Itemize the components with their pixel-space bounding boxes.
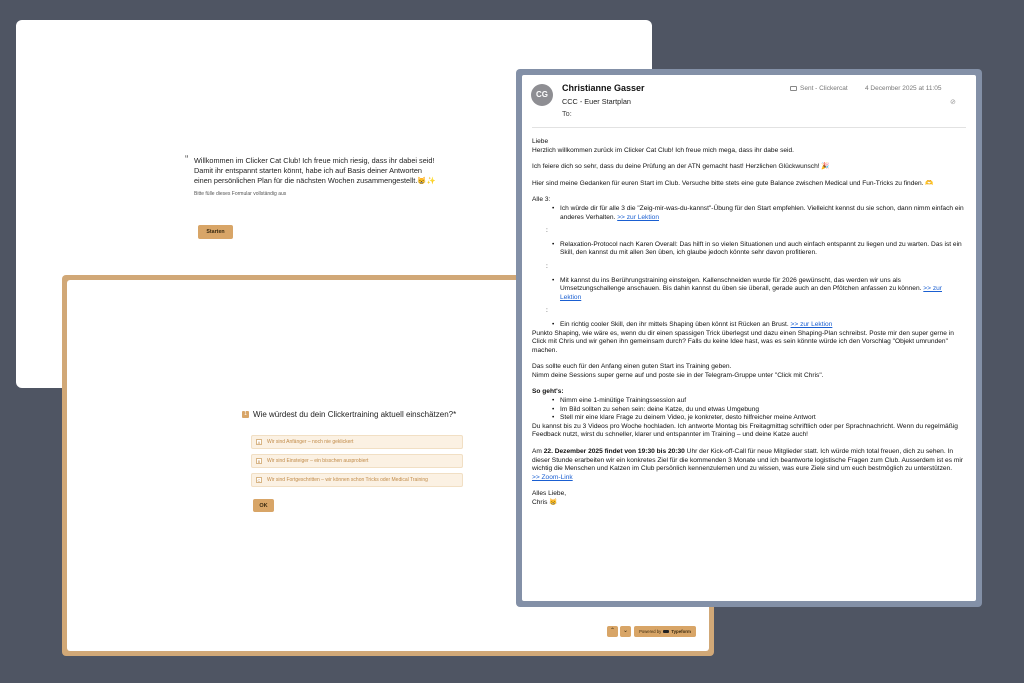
- email-list: [554, 205, 964, 222]
- chevron-up-icon[interactable]: ⌃: [607, 626, 618, 637]
- ok-button[interactable]: OK: [253, 499, 274, 512]
- welcome-line: Willkommen im Clicker Cat Club! Ich freue mich riesig, dass ihr dabei seid!: [194, 156, 435, 165]
- question-title: [242, 410, 456, 419]
- email-greeting: Liebe: [532, 138, 549, 145]
- answer-option-b[interactable]: [251, 454, 463, 468]
- lektion-link[interactable]: >> zur Lektion: [560, 285, 942, 301]
- email-list: [554, 277, 964, 303]
- chevron-down-icon[interactable]: ⌄: [620, 626, 631, 637]
- list-item: • Im Bild sollten zu sehen sein: deine Katze, du und etwas Umgebung: [554, 406, 964, 415]
- answer-option-a[interactable]: [251, 435, 463, 449]
- kickoff-prefix: Am: [532, 448, 544, 456]
- cat-name-label: :: [546, 262, 548, 270]
- lektion-link[interactable]: >> zur Lektion: [790, 320, 833, 328]
- list-item-text: Ein richtig cooler Skill, den ihr mittels Shaping üben könnt ist Rücken an Brust.: [560, 320, 789, 328]
- welcome-line: einen persönlichen Plan für die nächsten Wochen zusammengestellt.😸✨: [194, 176, 436, 186]
- list-item: [554, 205, 964, 222]
- email-section-heading: Alle 3:: [532, 196, 551, 204]
- list-item-text: Mit kannst du ins Berührungstraining einsteigen. Kallenschneiden wurde für 2026 gewünscht, das werden wir uns als Umsetzungschallenge anschauen. Bis dahin kannst du üben sie überall, gerade auch an den Pfötchen anfassen zu können.: [560, 276, 922, 293]
- welcome-message: [185, 154, 494, 197]
- option-key: C: [257, 478, 261, 483]
- powered-by-typeform-badge[interactable]: [634, 626, 696, 637]
- cat-name-label: :: [546, 227, 548, 235]
- start-button[interactable]: Starten: [198, 225, 233, 239]
- email-list: [554, 241, 964, 258]
- email-to-label: To:: [562, 109, 572, 118]
- tray-icon: [790, 86, 797, 92]
- answer-option-c[interactable]: [251, 473, 463, 487]
- welcome-text: [194, 156, 494, 187]
- list-item: [554, 321, 964, 330]
- option-key: A: [257, 440, 261, 445]
- welcome-hint: Bitte fülle dieses Formular vollständig aus: [194, 190, 287, 197]
- zoom-link[interactable]: >> Zoom-Link: [532, 473, 573, 481]
- email-paragraph: Hier sind meine Gedanken für euren Start im Club. Versuche bitte stets eine gute Balance zwischen Medical und Fun-Tricks zu finden. 🫶: [532, 179, 934, 187]
- typeform-logo-icon: [663, 630, 669, 634]
- email-list: [554, 321, 964, 330]
- email-content: [522, 75, 976, 601]
- cat-name-label: :: [546, 307, 548, 315]
- powered-by-label: Powered by: [639, 629, 662, 634]
- email-body: [532, 138, 964, 516]
- email-paragraph: Punkto Shaping, wie wäre es, wenn du dir einen spassigen Trick überlegst und dazu einen Shaping-Plan schreibst. Poste mir den super gerne in Click mit Chris und wir gehen ihn gemeinsam durch? Falls du keine Idee hast, was es sein könnte würde ich den Vorschlag "Objekt umrunden" machen.: [532, 329, 954, 354]
- list-item-text: Ich würde dir für alle 3 die "Zeig-mir-was-du-kannst"-Übung für den Start empfehlen. Vielleicht kennst du sie schon, dann nimm einfach ein anderes Verhalten.: [560, 204, 964, 221]
- kickoff-text: Uhr der Kick-off-Call für neue Mitglieder statt. Ich würde mich total freuen, dich zu sehen. In dieser Stunde erarbeiten wir ein konkretes Ziel für die kommenden 3 Monate und ich beantworte logistische Fragen zum Club. Ausserdem ist es mir wichtig die Menschen und Katzen im Club persönlich kennenzulernen und zu wissen, was eure Ziele sind um euch bestmöglich zu unterstützen.: [532, 448, 964, 473]
- typeform-brand: Typeform: [671, 629, 691, 634]
- email-paragraph: [532, 448, 964, 474]
- email-paragraph: Ich feiere dich so sehr, dass du deine Prüfung an der ATN gemacht hast! Herzlichen Glückwunsch! 🎉: [532, 163, 830, 171]
- email-date: 4 December 2025 at 11:05: [865, 85, 942, 92]
- email-sender: Christianne Gasser: [562, 83, 645, 93]
- quote-icon: “: [185, 154, 189, 165]
- question-text: Wie würdest du dein Clickertraining aktuell einschätzen?*: [253, 410, 457, 419]
- header-divider: [532, 127, 966, 128]
- email-subject: CCC - Euer Startplan: [562, 97, 631, 106]
- avatar: CG: [531, 84, 553, 106]
- list-item: • Nimm eine 1-minütige Trainingssession auf: [554, 397, 964, 406]
- email-window: [516, 69, 982, 607]
- welcome-line: Damit ihr entspannt starten könnt, habe ich auf Basis deiner Antworten: [194, 166, 422, 176]
- email-folder-label: Sent - Clickercat: [800, 85, 848, 92]
- email-list: [554, 397, 964, 423]
- option-key: B: [257, 459, 261, 464]
- attachment-icon[interactable]: ⊘: [950, 99, 956, 106]
- kickoff-date: 22. Dezember 2025 findet von 19:30 bis 20:30: [543, 448, 685, 456]
- email-closing: Alles Liebe,: [532, 490, 567, 498]
- email-folder: [790, 85, 848, 92]
- email-paragraph: Du kannst bis zu 3 Videos pro Woche hochladen. Ich antworte Montag bis Freitagmittag schriftlich oder per Sprachnachricht. Wenn du regelmäßig Feedback nutzt, wirst du schneller, klarer und entspannter im Training – und deine Katze auch!: [532, 422, 958, 439]
- email-paragraph: Nimm deine Sessions super gerne auf und poste sie in der Telegram-Gruppe unter "Click mit Chris".: [532, 371, 824, 379]
- list-item: • Relaxation-Protocol nach Karen Overall: Das hilft in so vielen Situationen und auch einfach entspannt zu liegen und zu warten. Das ist ein Skill, den kannst du mit allen 3en üben, ich glaube jedoch könnte sehr davon profitieren.: [554, 241, 964, 258]
- option-label: Wir sind Fortgeschritten – wir können schon Tricks oder Medical Training: [267, 477, 428, 483]
- option-label: Wir sind Anfänger – noch nie geklickert: [267, 439, 354, 445]
- question-navigation: [607, 626, 631, 637]
- email-section-heading: So geht's:: [532, 388, 564, 396]
- lektion-link[interactable]: >> zur Lektion: [617, 213, 659, 221]
- list-item: [554, 277, 964, 303]
- option-label: Wir sind Einsteiger – ein bisschen ausprobiert: [267, 458, 369, 464]
- email-paragraph: Das sollte euch für den Anfang einen guten Start ins Training geben.: [532, 363, 732, 371]
- list-item: • Stell mir eine klare Frage zu deinem Video, je konkreter, desto hilfreicher meine Antwort: [554, 414, 964, 423]
- email-paragraph: Herzlich willkommen zurück im Clicker Cat Club! Ich freue mich mega, dass ihr dabe seid.: [532, 146, 795, 154]
- question-number-badge: 1: [242, 411, 249, 418]
- email-signature: Chris 😸: [532, 499, 558, 506]
